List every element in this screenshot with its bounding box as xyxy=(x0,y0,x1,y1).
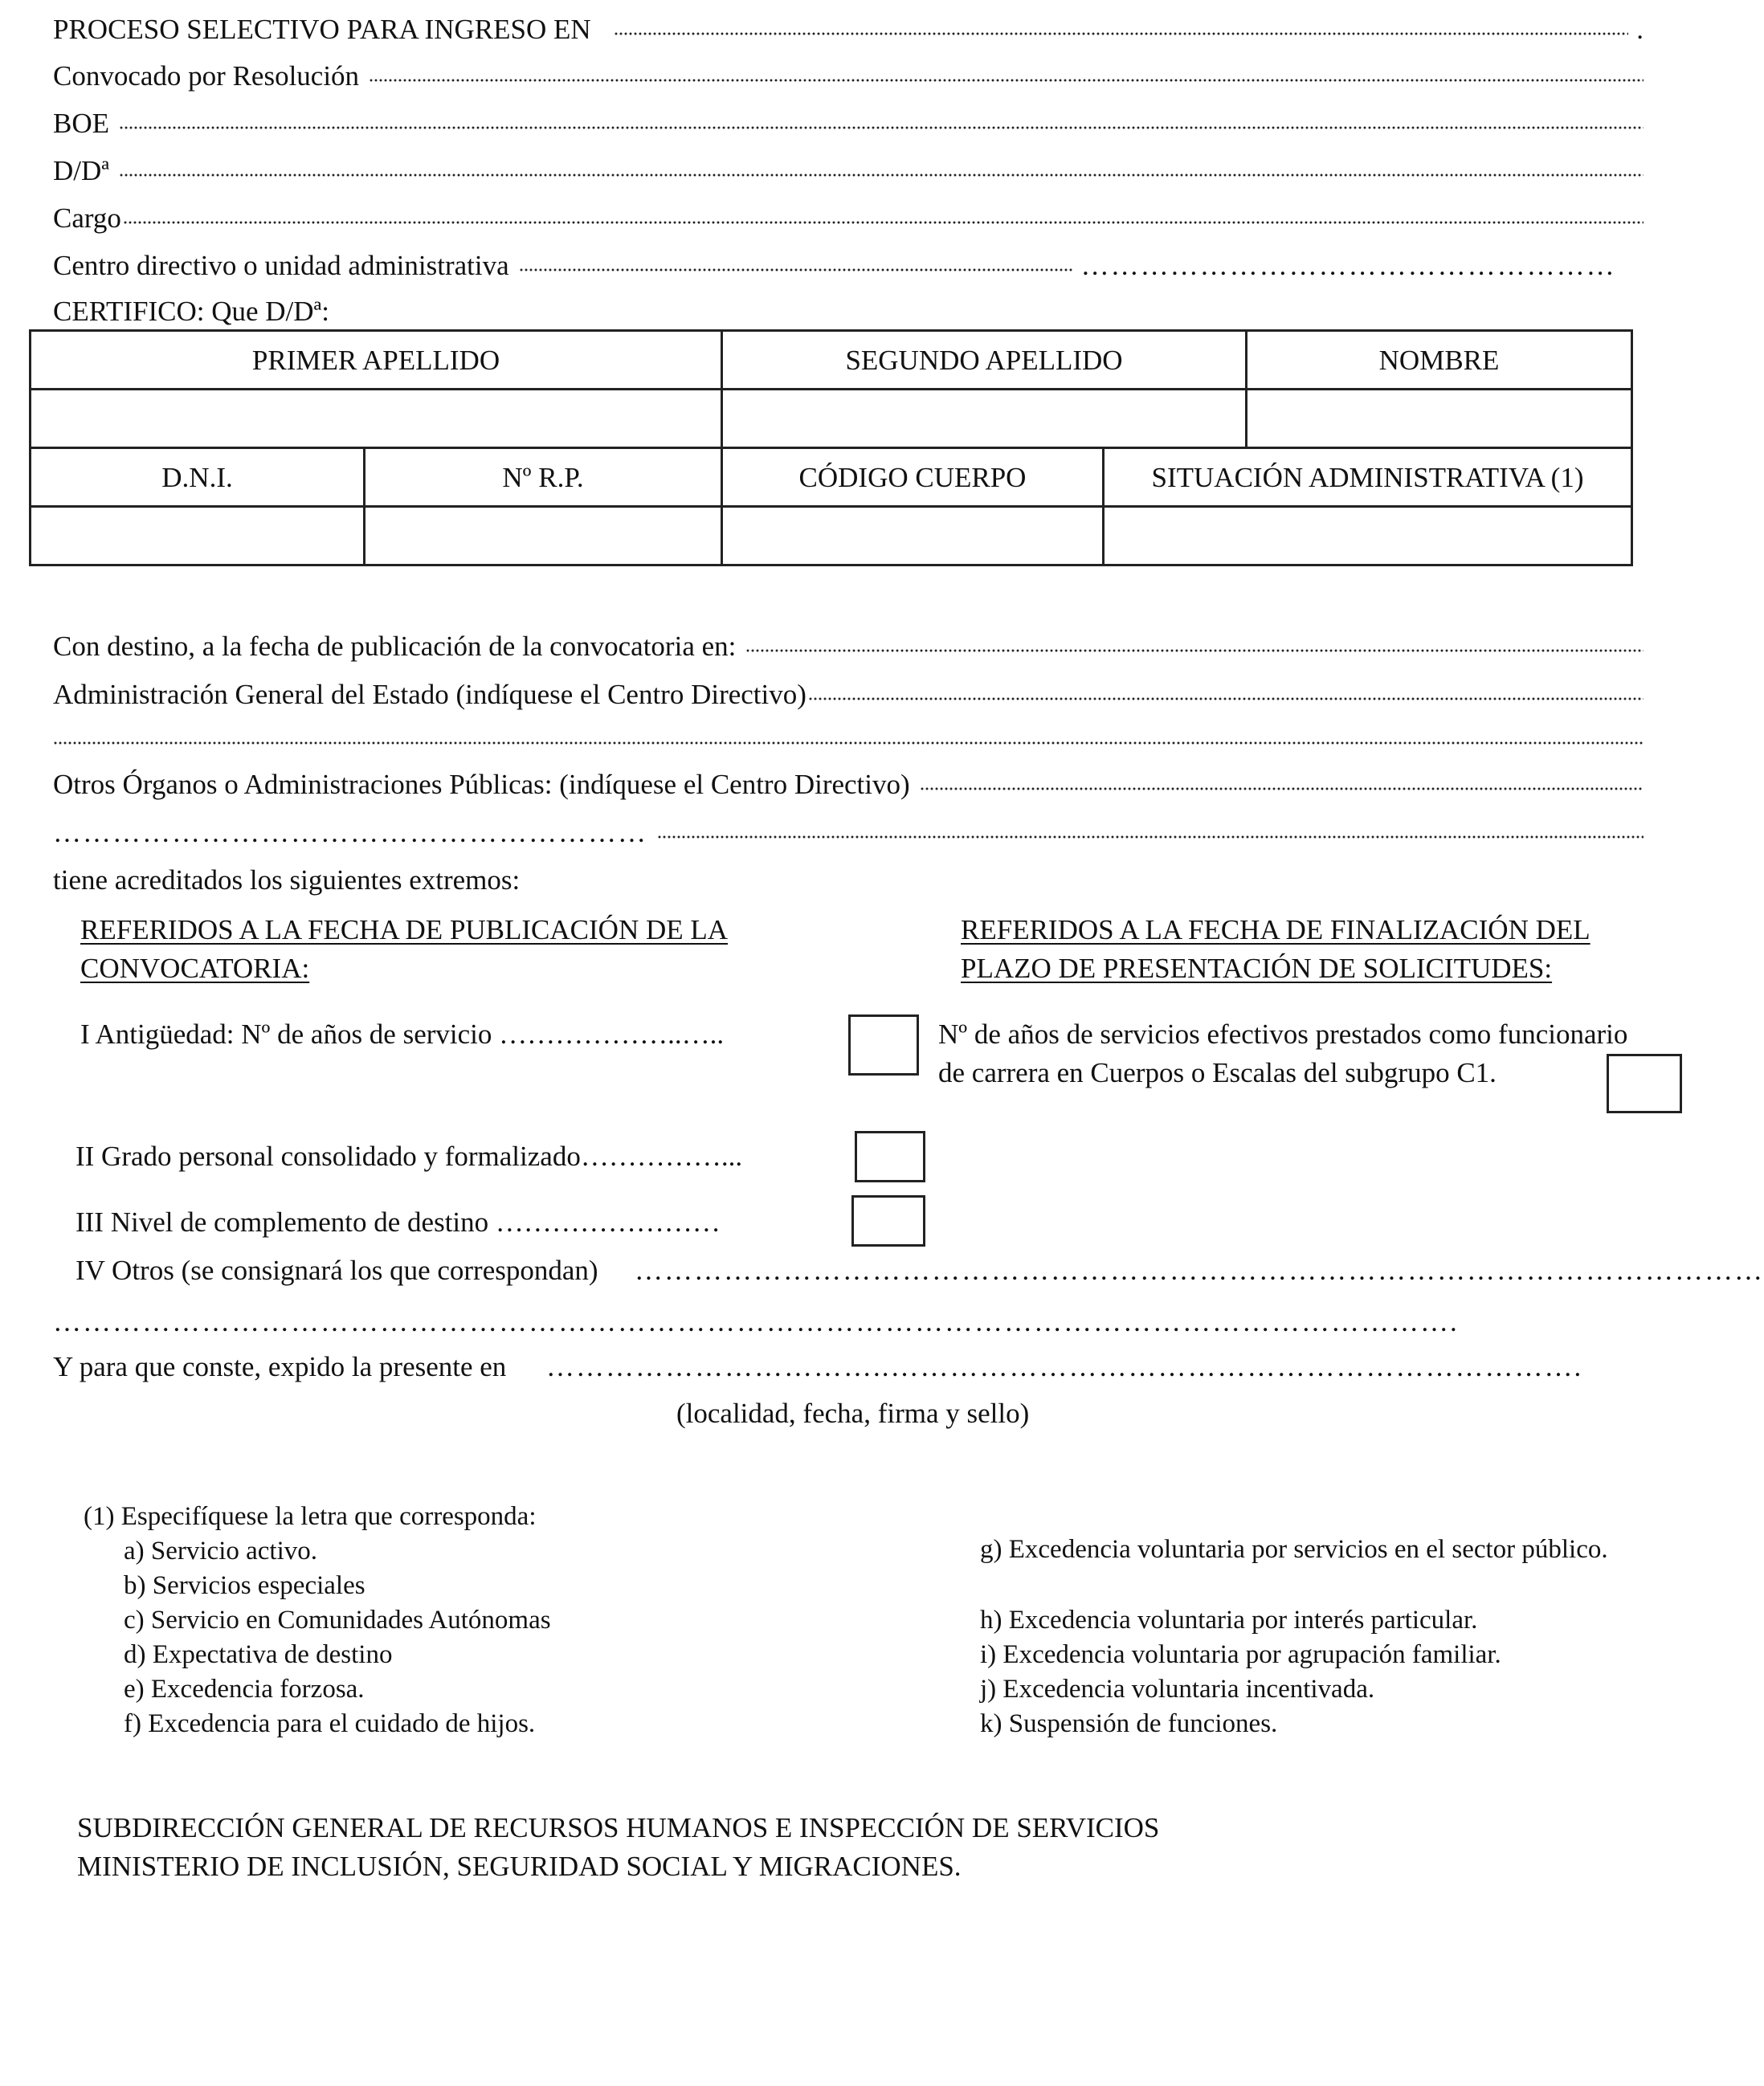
footer-ministerio: MINISTERIO DE INCLUSIÓN, SEGURIDAD SOCIAL Y MIGRACIONES. xyxy=(77,1851,962,1882)
input-dni[interactable] xyxy=(31,507,365,565)
age-label: Administración General del Estado (indíquese el Centro Directivo) xyxy=(53,679,806,710)
age-line[interactable] xyxy=(53,673,1644,708)
note-g: g) Excedencia voluntaria por servicios en el sector público. xyxy=(980,1535,1608,1564)
header-nombre: NOMBRE xyxy=(1247,331,1632,390)
input-situacion-administrativa[interactable] xyxy=(1104,507,1632,565)
datos-personales-table xyxy=(29,329,1633,566)
note-c: c) Servicio en Comunidades Autónomas xyxy=(124,1606,551,1635)
servicios-efectivos-line-1: Nº de años de servicios efectivos prestados como funcionario xyxy=(938,1019,1628,1050)
antiguedad-box[interactable] xyxy=(848,1014,919,1076)
convocado-label: Convocado por Resolución xyxy=(53,60,360,92)
input-codigo-cuerpo[interactable] xyxy=(722,507,1104,565)
left-heading-line-2: CONVOCATORIA: xyxy=(80,953,310,984)
antiguedad-label: I Antigüedad: Nº de años de servicio ………………..….. xyxy=(80,1019,725,1050)
dda-label: D/Dª xyxy=(53,155,109,186)
footer-subdireccion: SUBDIRECCIÓN GENERAL DE RECURSOS HUMANOS E INSPECCIÓN DE SERVICIOS xyxy=(77,1812,1160,1843)
servicios-efectivos-line-2: de carrera en Cuerpos o Escalas del subgrupo C1. xyxy=(938,1057,1497,1088)
proceso-line[interactable] xyxy=(53,8,1644,43)
centro-tail: ……………………………………………… xyxy=(1080,250,1616,281)
right-heading-line-1: REFERIDOS A LA FECHA DE FINALIZACIÓN DEL xyxy=(961,914,1590,945)
left-heading-line-1: REFERIDOS A LA FECHA DE PUBLICACIÓN DE LA xyxy=(80,914,729,945)
centro-dots xyxy=(519,267,1073,273)
otros-extremos-continuation[interactable]: ……………………………………………………………………………………………………………………………. xyxy=(53,1306,1459,1337)
cargo-dots xyxy=(123,219,1644,226)
grado-personal-label: II Grado personal consolidado y formalizado……………... xyxy=(76,1141,743,1172)
boe-dots xyxy=(119,125,1644,131)
nivel-complemento-box[interactable] xyxy=(851,1195,925,1247)
otros-organos-continuation-prefix: …………………………………………………… xyxy=(53,817,647,848)
header-segundo-apellido: SEGUNDO APELLIDO xyxy=(722,331,1247,390)
certifico-label: CERTIFICO: Que D/Dª: xyxy=(53,296,329,327)
input-nombre[interactable] xyxy=(1247,390,1632,448)
expido-label: Y para que conste, expido la presente en xyxy=(53,1351,507,1382)
header-primer-apellido: PRIMER APELLIDO xyxy=(31,331,722,390)
centro-label: Centro directivo o unidad administrativa xyxy=(53,250,509,281)
localidad-fecha-firma-sello: (localidad, fecha, firma y sello) xyxy=(676,1398,1030,1429)
note-b: b) Servicios especiales xyxy=(124,1571,365,1600)
servicios-efectivos-box[interactable] xyxy=(1607,1054,1682,1113)
otros-organos-continuation[interactable] xyxy=(53,811,1644,847)
con-destino-label: Con destino, a la fecha de publicación de la convocatoria en: xyxy=(53,631,737,662)
con-destino-dots xyxy=(745,647,1644,654)
otros-extremos-label: IV Otros (se consignará los que correspondan) xyxy=(76,1255,598,1286)
age-continuation-dots xyxy=(53,740,1644,746)
proceso-tail: . xyxy=(1636,14,1644,45)
otros-organos-dots xyxy=(920,786,1644,792)
convocado-line[interactable] xyxy=(53,55,1644,90)
header-dni: D.N.I. xyxy=(31,448,365,507)
expido-dots[interactable]: ……………………………..……………………………………………………………. xyxy=(546,1351,1583,1382)
cargo-line[interactable] xyxy=(53,197,1644,232)
boe-label: BOE xyxy=(53,108,109,139)
header-codigo-cuerpo: CÓDIGO CUERPO xyxy=(722,448,1104,507)
boe-line[interactable] xyxy=(53,102,1644,137)
age-dots xyxy=(808,696,1644,702)
right-heading-line-2: PLAZO DE PRESENTACIÓN DE SOLICITUDES: xyxy=(961,953,1553,984)
input-primer-apellido[interactable] xyxy=(31,390,722,448)
header-situacion-administrativa: SITUACIÓN ADMINISTRATIVA (1) xyxy=(1104,448,1632,507)
note-f: f) Excedencia para el cuidado de hijos. xyxy=(124,1709,536,1738)
proceso-label: PROCESO SELECTIVO PARA INGRESO EN xyxy=(53,14,591,45)
proceso-dots xyxy=(614,31,1629,37)
note-k: k) Suspensión de funciones. xyxy=(980,1709,1278,1738)
grado-personal-box[interactable] xyxy=(855,1131,925,1182)
header-nrp: Nº R.P. xyxy=(365,448,722,507)
input-nrp[interactable] xyxy=(365,507,722,565)
nivel-complemento-label: III Nivel de complemento de destino …………………… xyxy=(76,1206,721,1238)
otros-organos-line[interactable] xyxy=(53,763,1644,798)
otros-organos-label: Otros Órganos o Administraciones Públicas: (indíquese el Centro Directivo) xyxy=(53,769,910,800)
note-j: j) Excedencia voluntaria incentivada. xyxy=(980,1675,1375,1704)
tiene-acreditados: tiene acreditados los siguientes extremos: xyxy=(53,864,521,896)
cargo-label: Cargo xyxy=(53,202,121,234)
convocado-dots xyxy=(369,77,1644,84)
dda-line[interactable] xyxy=(53,149,1644,185)
otros-organos-continuation-dots xyxy=(657,834,1644,840)
centro-line[interactable] xyxy=(53,244,1644,280)
dda-dots xyxy=(119,172,1644,178)
input-segundo-apellido[interactable] xyxy=(722,390,1247,448)
note-i: i) Excedencia voluntaria por agrupación familiar. xyxy=(980,1640,1501,1669)
con-destino-line[interactable] xyxy=(53,625,1644,660)
note-h: h) Excedencia voluntaria por interés particular. xyxy=(980,1606,1478,1635)
note-d: d) Expectativa de destino xyxy=(124,1640,393,1669)
note-e: e) Excedencia forzosa. xyxy=(124,1675,365,1704)
age-continuation-line[interactable] xyxy=(53,717,1644,753)
notes-title: (1) Especifíquese la letra que corresponda: xyxy=(84,1502,537,1531)
otros-extremos-dots[interactable]: …………………………………………………………………………………………………… xyxy=(635,1255,1764,1286)
note-a: a) Servicio activo. xyxy=(124,1537,317,1566)
